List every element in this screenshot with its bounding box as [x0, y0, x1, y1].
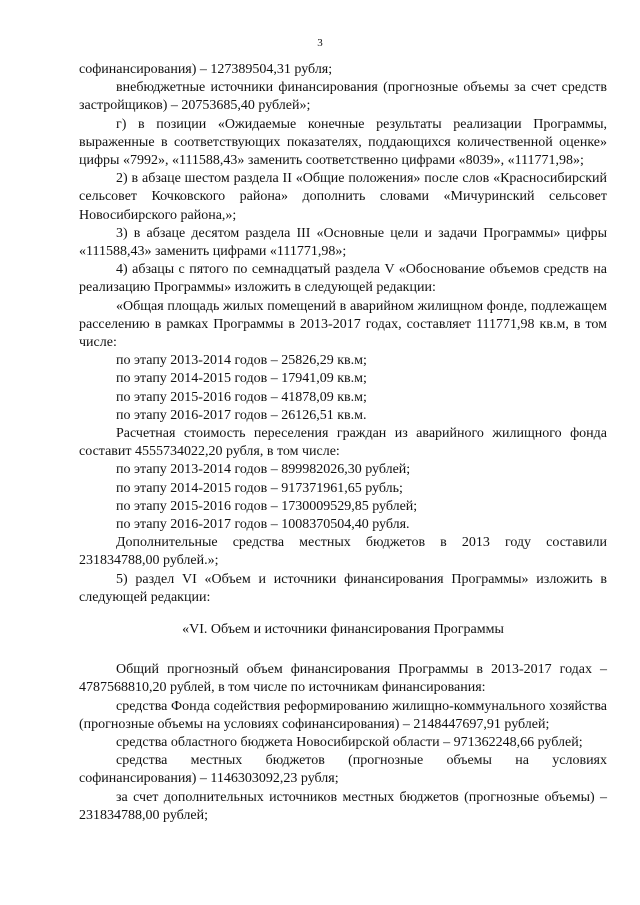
paragraph: средства местных бюджетов (прогнозные объемы на условиях софинансирования) – 1146303092,23 рубля; — [79, 753, 607, 787]
paragraph: внебюджетные источники финансирования (прогнозные объемы за счет средств застройщиков) – 20753685,40 рублей»; — [79, 80, 607, 114]
page-number: 3 — [317, 37, 323, 49]
list-item: по этапу 2016-2017 годов – 26126,51 кв.м. — [116, 407, 367, 423]
paragraph: г) в позиции «Ожидаемые конечные результаты реализации Программы, выраженные в соответствующих показателях, поддающихся количественной оценке» цифры «7992», «111588,43» заменить соответственно цифрами «8039», «111771,98»; — [79, 116, 607, 169]
paragraph: средства Фонда содействия реформированию жилищно-коммунального хозяйства (прогнозные объемы на условиях софинансирования) – 2148447697,91 рублей; — [79, 698, 607, 732]
paragraph: Общий прогнозный объем финансирования Программы в 2013-2017 годах – 4787568810,20 рублей, в том числе по источникам финансирования: — [79, 662, 607, 696]
section-heading: «VI. Объем и источники финансирования Программы — [182, 622, 504, 638]
paragraph: Расчетная стоимость переселения граждан из аварийного жилищного фонда составит 4555734022,20 рубля, в том числе: — [79, 426, 607, 460]
list-item: по этапу 2015-2016 годов – 41878,09 кв.м; — [116, 389, 367, 405]
paragraph: 2) в абзаце шестом раздела II «Общие положения» после слов «Красносибирский сельсовет Кочковского района» дополнить словами «Мичуринский сельсовет Новосибирского района,»; — [79, 171, 607, 223]
paragraph: Дополнительные средства местных бюджетов в 2013 году составили 231834788,00 рублей.»; — [79, 535, 607, 569]
list-item: по этапу 2013-2014 годов – 899982026,30 рублей; — [116, 462, 411, 478]
paragraph: 3) в абзаце десятом раздела III «Основные цели и задачи Программы» цифры «111588,43» заменить цифрами «111771,98»; — [79, 225, 607, 260]
document-body — [79, 61, 607, 825]
paragraph: софинансирования) – 127389504,31 рубля; — [79, 62, 333, 77]
list-item: по этапу 2014-2015 годов – 917371961,65 рубль; — [116, 480, 403, 496]
list-item: по этапу 2015-2016 годов – 1730009529,85 рублей; — [116, 498, 418, 514]
paragraph: 5) раздел VI «Объем и источники финансирования Программы» изложить в следующей редакции: — [79, 571, 607, 605]
list-item: по этапу 2016-2017 годов – 1008370504,40 рубля. — [116, 517, 410, 533]
list-item: по этапу 2013-2014 годов – 25826,29 кв.м; — [116, 353, 367, 369]
paragraph: средства областного бюджета Новосибирской области – 971362248,66 рублей; — [116, 734, 583, 750]
paragraph: 4) абзацы с пятого по семнадцатый раздела V «Обоснование объемов средств на реализацию Программы» изложить в следующей редакции: — [79, 262, 607, 296]
list-item: по этапу 2014-2015 годов – 17941,09 кв.м; — [116, 371, 367, 387]
paragraph: за счет дополнительных источников местных бюджетов (прогнозные объемы) – 231834788,00 рублей; — [79, 789, 607, 823]
paragraph: «Общая площадь жилых помещений в аварийном жилищном фонде, подлежащем расселению в рамках Программы в 2013-2017 годах, составляет 111771,98 кв.м, в том числе: — [79, 298, 607, 351]
